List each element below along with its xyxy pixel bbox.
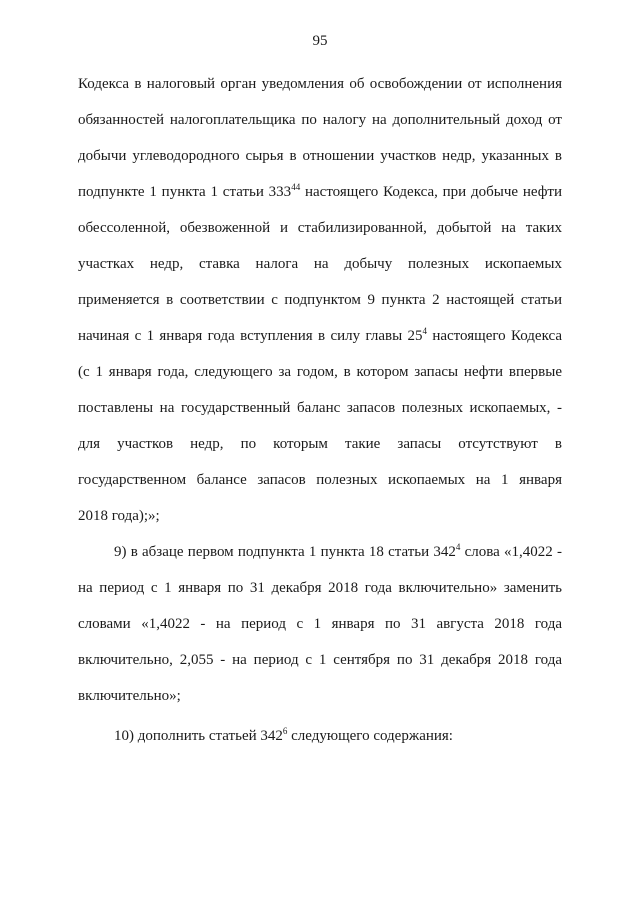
text-line [78,174,562,210]
text-line: включительно»; [78,688,181,704]
paragraph-item-9 [78,534,562,714]
superscript: 6 [282,726,288,736]
superscript: 4 [455,542,461,552]
text-segment: настоящего Кодекса [427,328,562,344]
text-segment: начиная с 1 января года вступления в силу главы 25 [78,328,423,344]
text-segment: 10) дополнить статьей 342 [114,728,283,744]
text-segment: подпункте 1 пункта 1 статьи 333 [78,184,292,200]
text-line: обязанностей налогоплательщика по налогу на дополнительный доход от [78,112,562,128]
paragraph-continuation [78,66,562,534]
text-line: для участков недр, по которым такие запасы отсутствуют в [78,436,562,452]
text-line: Кодекса в налоговый орган уведомления об освобождении от исполнения [78,76,562,92]
paragraph-item-10 [78,718,562,754]
text-line [78,318,562,354]
text-line [78,718,562,754]
text-segment: слова «1,4022 - [460,544,563,560]
text-line: (с 1 января года, следующего за годом, в котором запасы нефти впервые [78,364,562,380]
text-line [78,534,562,570]
text-line: на период с 1 января по 31 декабря 2018 года включительно» заменить [78,580,562,596]
text-line: словами «1,4022 - на период с 1 января по 31 августа 2018 года [78,616,562,632]
text-line: включительно, 2,055 - на период с 1 сентября по 31 декабря 2018 года [78,652,562,668]
text-line: участках недр, ставка налога на добычу полезных ископаемых [78,256,562,272]
superscript: 4 [422,326,427,336]
page-number: 95 [312,33,328,49]
text-segment: настоящего Кодекса, при добыче нефти [300,184,562,200]
text-segment: 9) в абзаце первом подпункта 1 пункта 18 статьи 342 [114,544,456,560]
text-line: 2018 года);»; [78,508,160,524]
text-segment: следующего содержания: [287,728,453,744]
text-line: поставлены на государственный баланс запасов полезных ископаемых, - [78,400,562,416]
text-line: применяется в соответствии с подпунктом 9 пункта 2 настоящей статьи [78,292,562,308]
text-line: государственном балансе запасов полезных ископаемых на 1 января [78,472,562,488]
superscript: 44 [291,182,301,192]
text-line: добычи углеводородного сырья в отношении участков недр, указанных в [78,148,562,164]
text-line: обессоленной, обезвоженной и стабилизированной, добытой на таких [78,220,562,236]
